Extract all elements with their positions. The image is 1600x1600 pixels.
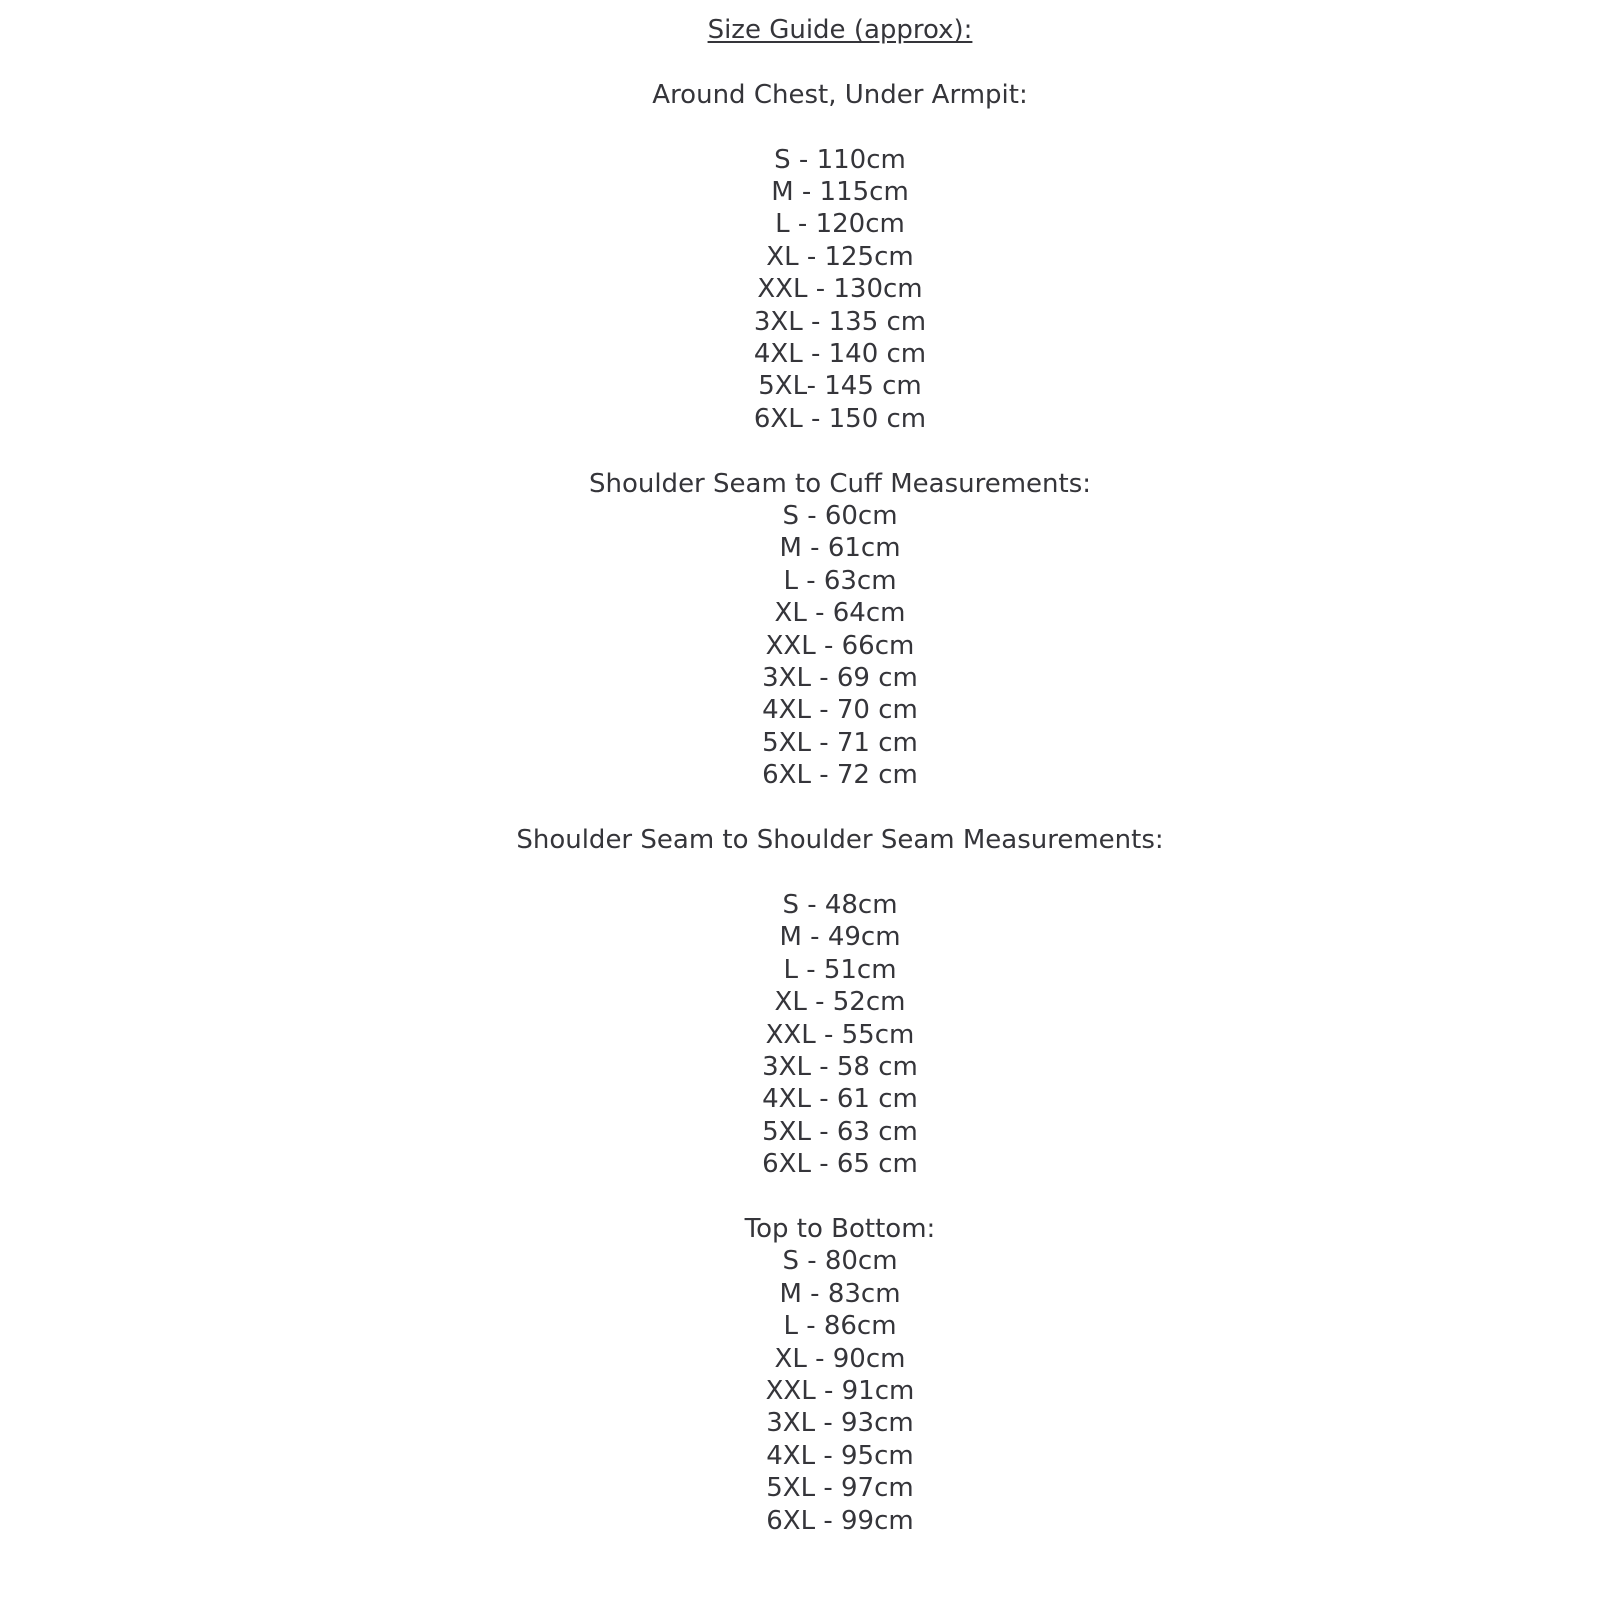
size-row: L - 51cm xyxy=(783,954,897,985)
size-row: XXL - 130cm xyxy=(757,274,923,305)
section-heading: Shoulder Seam to Cuff Measurements: xyxy=(588,468,1092,499)
size-row: 5XL - 63 cm xyxy=(762,1116,918,1147)
size-row: 5XL- 145 cm xyxy=(758,371,922,402)
size-row: M - 49cm xyxy=(779,922,901,953)
size-row: L - 86cm xyxy=(783,1311,897,1342)
size-row: 6XL - 72 cm xyxy=(762,760,918,791)
size-row: M - 61cm xyxy=(779,533,901,564)
section-heading: Shoulder Seam to Shoulder Seam Measurements: xyxy=(516,825,1164,856)
size-row: S - 60cm xyxy=(782,501,898,532)
size-list xyxy=(80,1245,1600,1537)
section-heading: Top to Bottom: xyxy=(744,1213,936,1244)
size-row: XL - 52cm xyxy=(774,987,906,1018)
size-row: 6XL - 65 cm xyxy=(762,1149,918,1180)
size-row: XXL - 55cm xyxy=(765,1019,915,1050)
size-section xyxy=(80,79,1600,435)
size-row: XL - 90cm xyxy=(774,1343,906,1374)
size-row: 3XL - 135 cm xyxy=(753,306,927,337)
size-row: 4XL - 70 cm xyxy=(762,695,918,726)
size-guide-title: Size Guide (approx): xyxy=(707,15,973,45)
size-list xyxy=(80,144,1600,436)
size-row: XXL - 66cm xyxy=(765,630,915,661)
size-row: XXL - 91cm xyxy=(765,1375,915,1406)
size-row: S - 110cm xyxy=(774,144,906,175)
size-row: 6XL - 99cm xyxy=(766,1505,914,1536)
size-row: M - 115cm xyxy=(771,177,909,207)
size-row: 4XL - 95cm xyxy=(766,1440,914,1471)
size-row: S - 48cm xyxy=(782,889,898,920)
size-list xyxy=(80,889,1600,1181)
size-section xyxy=(80,468,1600,792)
size-row: 4XL - 61 cm xyxy=(762,1084,918,1115)
size-row: 3XL - 93cm xyxy=(766,1408,914,1439)
size-row: 3XL - 69 cm xyxy=(762,663,918,694)
size-row: L - 63cm xyxy=(783,565,897,596)
size-section xyxy=(80,1213,1600,1537)
size-row: M - 83cm xyxy=(779,1278,901,1309)
size-row: 4XL - 140 cm xyxy=(753,339,927,370)
section-heading: Around Chest, Under Armpit: xyxy=(652,79,1028,110)
size-row: 3XL - 58 cm xyxy=(762,1051,918,1082)
size-list xyxy=(80,500,1600,792)
size-row: L - 120cm xyxy=(775,209,905,240)
size-row: XL - 125cm xyxy=(766,241,914,272)
size-row: XL - 64cm xyxy=(774,598,906,629)
size-row: 5XL - 71 cm xyxy=(762,727,918,758)
size-row: S - 80cm xyxy=(782,1246,898,1277)
size-guide-sections xyxy=(80,79,1600,1537)
size-row: 6XL - 150 cm xyxy=(753,403,927,434)
size-row: 5XL - 97cm xyxy=(766,1473,914,1504)
size-section xyxy=(80,824,1600,1180)
